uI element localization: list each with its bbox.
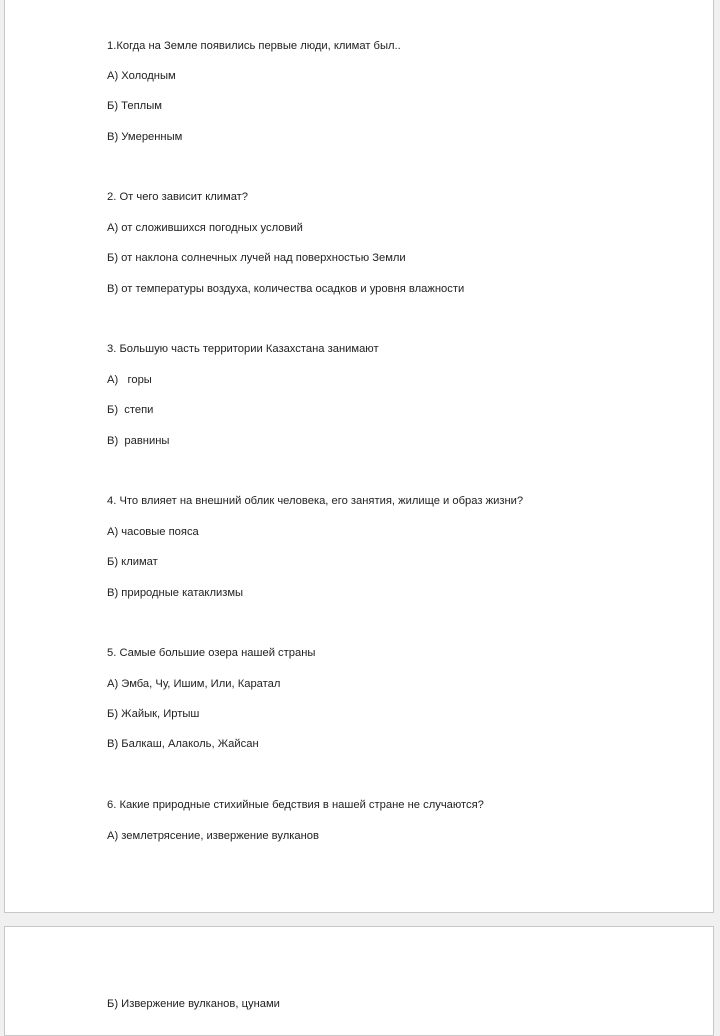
question-5-option-b: Б) Жайык, Иртыш bbox=[107, 708, 200, 720]
question-1-option-a: А) Холодным bbox=[107, 70, 176, 82]
question-1-option-b: Б) Теплым bbox=[107, 100, 162, 112]
question-6-option-b: Б) Извержение вулканов, цунами bbox=[107, 998, 280, 1010]
question-4-option-b: Б) климат bbox=[107, 556, 158, 568]
question-3-text: 3. Большую часть территории Казахстана занимают bbox=[107, 343, 379, 355]
question-1-option-c: В) Умеренным bbox=[107, 131, 183, 143]
question-5-option-a: А) Эмба, Чу, Ишим, Или, Каратал bbox=[107, 678, 281, 690]
question-2-option-c: В) от температуры воздуха, количества осадков и уровня влажности bbox=[107, 283, 465, 295]
question-1-text: 1.Когда на Земле появились первые люди, климат был.. bbox=[107, 40, 401, 52]
question-6-option-a: А) землетрясение, извержение вулканов bbox=[107, 830, 319, 842]
document-page-2 bbox=[4, 926, 714, 1036]
document-page-1 bbox=[4, 0, 714, 913]
question-2-option-a: А) от сложившихся погодных условий bbox=[107, 222, 303, 234]
question-3-option-a: А) горы bbox=[107, 374, 152, 386]
question-4-option-a: А) часовые пояса bbox=[107, 526, 199, 538]
question-6-text: 6. Какие природные стихийные бедствия в нашей стране не случаются? bbox=[107, 799, 484, 811]
question-5-option-c: В) Балкаш, Алаколь, Жайсан bbox=[107, 738, 259, 750]
question-4-option-c: В) природные катаклизмы bbox=[107, 587, 244, 599]
question-2-text: 2. От чего зависит климат? bbox=[107, 191, 249, 203]
question-5-text: 5. Самые большие озера нашей страны bbox=[107, 647, 316, 659]
question-2-option-b: Б) от наклона солнечных лучей над поверхностью Земли bbox=[107, 252, 406, 264]
question-4-text: 4. Что влияет на внешний облик человека, его занятия, жилище и образ жизни? bbox=[107, 495, 524, 507]
question-3-option-b: Б) степи bbox=[107, 404, 154, 416]
question-3-option-c: В) равнины bbox=[107, 435, 170, 447]
